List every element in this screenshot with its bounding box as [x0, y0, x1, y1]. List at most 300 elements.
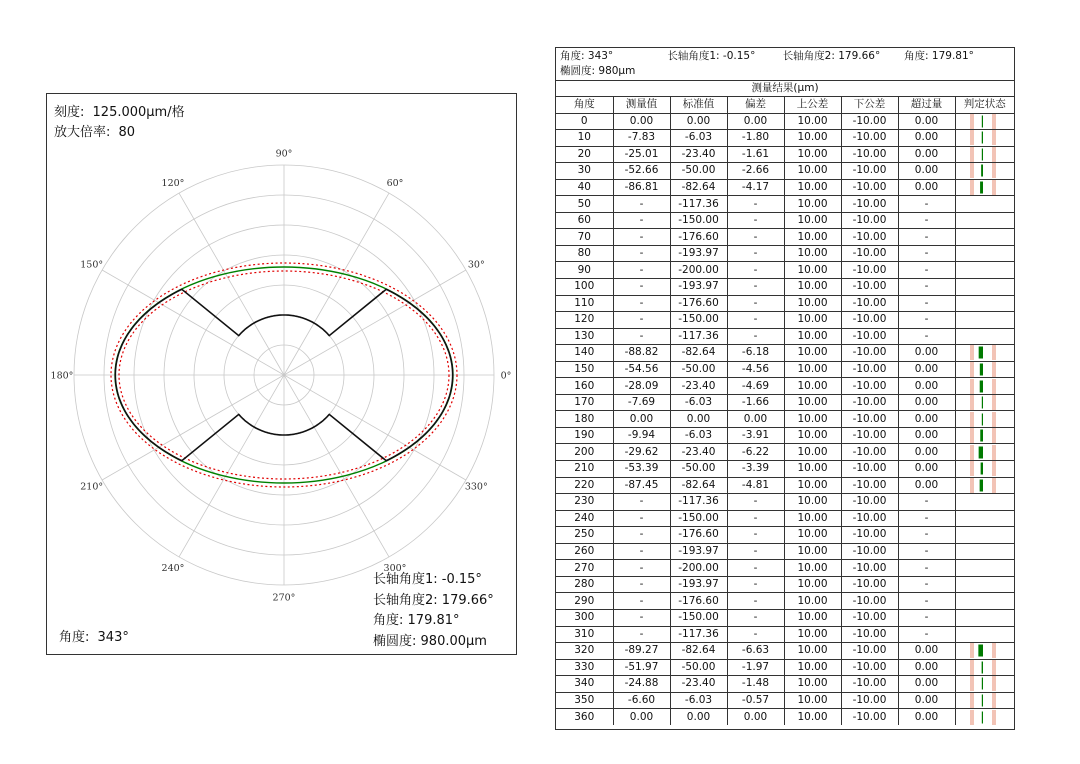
upper-tol-cell: 10.00 [784, 461, 841, 478]
standard-cell: -150.00 [670, 312, 727, 329]
standard-cell: 0.00 [670, 411, 727, 428]
lower-tol-cell: -10.00 [841, 494, 898, 511]
upper-tol-cell: 10.00 [784, 411, 841, 428]
lower-tol-cell: -10.00 [841, 593, 898, 610]
deviation-cell: -3.39 [727, 461, 784, 478]
lower-tol-cell: -10.00 [841, 427, 898, 444]
standard-cell: -82.64 [670, 179, 727, 196]
excess-cell: - [898, 543, 955, 560]
deviation-cell: -1.66 [727, 394, 784, 411]
upper-tol-cell: 10.00 [784, 113, 841, 130]
measured-cell: - [613, 510, 670, 527]
standard-cell: 0.00 [670, 709, 727, 725]
deviation-cell: -4.81 [727, 477, 784, 494]
standard-cell: -193.97 [670, 245, 727, 262]
deviation-cell: - [727, 245, 784, 262]
result-header [556, 48, 1014, 81]
lower-tol-cell: -10.00 [841, 709, 898, 725]
angle-cell: 350 [556, 692, 613, 709]
measured-cell: 0.00 [613, 113, 670, 130]
deviation-cell: -3.91 [727, 427, 784, 444]
angle-cell: 0 [556, 113, 613, 130]
table-row [556, 560, 1014, 577]
measured-cell: -29.62 [613, 444, 670, 461]
status-indicator [968, 676, 1008, 691]
table-row [556, 659, 1014, 676]
excess-cell: - [898, 196, 955, 213]
excess-cell: 0.00 [898, 692, 955, 709]
result-title: 测量结果(μm) [556, 81, 1014, 97]
upper-tol-cell: 10.00 [784, 543, 841, 560]
table-row [556, 312, 1014, 329]
angle-cell: 180 [556, 411, 613, 428]
status-cell [955, 378, 1014, 395]
excess-cell: - [898, 626, 955, 643]
lower-tol-cell: -10.00 [841, 543, 898, 560]
deviation-cell: -1.48 [727, 676, 784, 693]
lower-tol-cell: -10.00 [841, 295, 898, 312]
upper-tol-cell: 10.00 [784, 576, 841, 593]
table-row [556, 179, 1014, 196]
header-major-axis-2 [783, 49, 901, 64]
header-label: 角度: [560, 50, 585, 62]
table-row [556, 444, 1014, 461]
excess-cell: 0.00 [898, 146, 955, 163]
measured-cell: - [613, 295, 670, 312]
lower-tol-cell: -10.00 [841, 179, 898, 196]
status-indicator [968, 660, 1008, 675]
lower-tol-cell: -10.00 [841, 328, 898, 345]
header-ovality [560, 64, 1010, 79]
angle-cell: 110 [556, 295, 613, 312]
deviation-cell: - [727, 262, 784, 279]
angle-tick-label: 0° [500, 370, 512, 382]
table-row [556, 676, 1014, 693]
header-value: 179.66° [838, 50, 881, 62]
table-row [556, 295, 1014, 312]
header-label: 长轴角度2: [782, 50, 835, 62]
status-cell [955, 361, 1014, 378]
status-cell [955, 113, 1014, 130]
deviation-bar [981, 678, 982, 690]
grid-spoke [102, 270, 284, 375]
status-indicator [968, 362, 1008, 377]
deviation-bar [980, 182, 983, 194]
status-cell [955, 179, 1014, 196]
measured-cell: - [613, 593, 670, 610]
status-indicator [968, 395, 1008, 410]
deviation-cell: - [727, 593, 784, 610]
upper-tol-cell: 10.00 [784, 609, 841, 626]
excess-cell: 0.00 [898, 361, 955, 378]
angle-cell: 120 [556, 312, 613, 329]
status-cell [955, 279, 1014, 296]
deviation-cell: - [727, 527, 784, 544]
angle-tick-label: 240° [161, 562, 185, 574]
upper-tol-cell: 10.00 [784, 643, 841, 660]
deviation-cell: - [727, 212, 784, 229]
standard-cell: -82.64 [670, 477, 727, 494]
angle-cell: 260 [556, 543, 613, 560]
table-row [556, 361, 1014, 378]
deviation-cell: -2.66 [727, 163, 784, 180]
header-value: 343° [587, 50, 614, 62]
status-indicator [968, 412, 1008, 427]
standard-cell: -50.00 [670, 659, 727, 676]
measured-cell: -51.97 [613, 659, 670, 676]
scale-label: 刻度: [54, 105, 85, 120]
deviation-cell: -4.17 [727, 179, 784, 196]
status-cell [955, 345, 1014, 362]
status-indicator [968, 478, 1008, 493]
lower-tol-cell: -10.00 [841, 626, 898, 643]
standard-cell: -6.03 [670, 394, 727, 411]
status-indicator [968, 147, 1008, 162]
standard-cell: -176.60 [670, 229, 727, 246]
deviation-cell: - [727, 279, 784, 296]
status-cell [955, 130, 1014, 147]
excess-cell: - [898, 312, 955, 329]
excess-cell: - [898, 229, 955, 246]
table-row [556, 394, 1014, 411]
status-indicator [968, 114, 1008, 129]
excess-cell: 0.00 [898, 113, 955, 130]
lower-tol-cell: -10.00 [841, 560, 898, 577]
standard-cell: -176.60 [670, 527, 727, 544]
excess-cell: - [898, 609, 955, 626]
lower-tol-cell: -10.00 [841, 146, 898, 163]
table-header-row [556, 97, 1014, 113]
excess-cell: - [898, 245, 955, 262]
lower-tol-cell: -10.00 [841, 312, 898, 329]
standard-cell: 0.00 [670, 113, 727, 130]
measured-cell: - [613, 229, 670, 246]
deviation-bar [981, 661, 982, 673]
grid-spoke [179, 375, 284, 557]
excess-cell: - [898, 593, 955, 610]
deviation-bar [979, 364, 982, 376]
deviation-bar [981, 132, 982, 144]
excess-cell: - [898, 279, 955, 296]
angle-tick-label: 330° [464, 481, 488, 493]
angle-tick-label: 60° [386, 178, 404, 190]
table-row [556, 411, 1014, 428]
measured-cell: 0.00 [613, 411, 670, 428]
lower-tol-cell: -10.00 [841, 262, 898, 279]
excess-cell: - [898, 510, 955, 527]
status-cell [955, 659, 1014, 676]
excess-cell: - [898, 212, 955, 229]
measured-cell: -88.82 [613, 345, 670, 362]
lower-tol-cell: -10.00 [841, 130, 898, 147]
scale-value: 125.000μm/格 [92, 105, 185, 120]
standard-cell: -82.64 [670, 345, 727, 362]
status-cell [955, 427, 1014, 444]
info-value: 179.81° [407, 613, 460, 628]
upper-tol-cell: 10.00 [784, 229, 841, 246]
excess-cell: - [898, 494, 955, 511]
status-indicator [968, 180, 1008, 195]
upper-tol-cell: 10.00 [784, 676, 841, 693]
lower-tol-cell: -10.00 [841, 510, 898, 527]
lower-tol-cell: -10.00 [841, 411, 898, 428]
upper-tol-cell: 10.00 [784, 510, 841, 527]
table-row [556, 245, 1014, 262]
status-cell [955, 245, 1014, 262]
status-cell [955, 576, 1014, 593]
table-row [556, 328, 1014, 345]
ovality-info [373, 632, 494, 653]
excess-cell: 0.00 [898, 659, 955, 676]
status-cell [955, 146, 1014, 163]
table-row [556, 229, 1014, 246]
status-indicator [968, 163, 1008, 178]
upper-tol-cell: 10.00 [784, 328, 841, 345]
lower-tol-cell: -10.00 [841, 229, 898, 246]
info-value: 980.00μm [420, 633, 487, 649]
deviation-cell: - [727, 229, 784, 246]
upper-tol-cell: 10.00 [784, 659, 841, 676]
measured-cell: -6.60 [613, 692, 670, 709]
status-indicator [968, 130, 1008, 145]
standard-cell: -117.36 [670, 626, 727, 643]
deviation-cell: -0.57 [727, 692, 784, 709]
angle-cell: 130 [556, 328, 613, 345]
status-indicator [968, 710, 1008, 725]
status-cell [955, 196, 1014, 213]
column-header: 角度 [556, 97, 613, 113]
deviation-cell: -6.18 [727, 345, 784, 362]
angle-cell: 70 [556, 229, 613, 246]
table-row [556, 643, 1014, 660]
upper-tol-cell: 10.00 [784, 626, 841, 643]
upper-tol-cell: 10.00 [784, 196, 841, 213]
deviation-cell: -6.22 [727, 444, 784, 461]
angle-cell: 80 [556, 245, 613, 262]
standard-cell: -150.00 [670, 609, 727, 626]
magnification-label: 放大倍率: [54, 125, 111, 140]
angle-tick-label: 210° [80, 481, 104, 493]
deviation-cell: - [727, 312, 784, 329]
angle-cell: 30 [556, 163, 613, 180]
status-cell [955, 394, 1014, 411]
angle-cell: 140 [556, 345, 613, 362]
measured-cell: - [613, 279, 670, 296]
upper-tol-cell: 10.00 [784, 394, 841, 411]
angle-cell: 290 [556, 593, 613, 610]
lower-tol-cell: -10.00 [841, 361, 898, 378]
angle-cell: 20 [556, 146, 613, 163]
status-indicator [968, 379, 1008, 394]
table-row [556, 461, 1014, 478]
status-cell [955, 643, 1014, 660]
upper-tol-cell: 10.00 [784, 312, 841, 329]
standard-cell: -150.00 [670, 212, 727, 229]
status-cell [955, 163, 1014, 180]
angle-cell: 150 [556, 361, 613, 378]
table-row [556, 692, 1014, 709]
deviation-bar [978, 446, 982, 458]
angle-cell: 220 [556, 477, 613, 494]
upper-tol-cell: 10.00 [784, 494, 841, 511]
lower-tol-cell: -10.00 [841, 461, 898, 478]
deviation-bar [981, 711, 982, 723]
status-indicator [968, 428, 1008, 443]
measured-cell: - [613, 312, 670, 329]
excess-cell: - [898, 527, 955, 544]
result-table [556, 97, 1014, 725]
column-header: 超过量 [898, 97, 955, 113]
status-cell [955, 212, 1014, 229]
status-cell [955, 295, 1014, 312]
deviation-bar [978, 645, 983, 657]
table-row [556, 477, 1014, 494]
standard-cell: -150.00 [670, 510, 727, 527]
status-cell [955, 609, 1014, 626]
angle-cell: 170 [556, 394, 613, 411]
table-row [556, 427, 1014, 444]
table-row [556, 626, 1014, 643]
angle-tick-label: 270° [272, 592, 296, 604]
status-cell [955, 676, 1014, 693]
header-label: 角度: [904, 50, 929, 62]
standard-cell: -6.03 [670, 427, 727, 444]
upper-tol-cell: 10.00 [784, 709, 841, 725]
status-cell [955, 477, 1014, 494]
measured-cell: - [613, 212, 670, 229]
lower-tol-cell: -10.00 [841, 643, 898, 660]
status-cell [955, 312, 1014, 329]
lower-tol-cell: -10.00 [841, 378, 898, 395]
standard-cell: -6.03 [670, 692, 727, 709]
result-panel [555, 47, 1015, 730]
deviation-cell: - [727, 510, 784, 527]
info-value: -0.15° [441, 572, 482, 587]
standard-cell: -50.00 [670, 461, 727, 478]
status-cell [955, 328, 1014, 345]
table-row [556, 113, 1014, 130]
upper-tol-cell: 10.00 [784, 427, 841, 444]
lower-tol-cell: -10.00 [841, 527, 898, 544]
standard-cell: -6.03 [670, 130, 727, 147]
upper-tol-cell: 10.00 [784, 163, 841, 180]
deviation-cell: - [727, 543, 784, 560]
angle-cell: 190 [556, 427, 613, 444]
deviation-bar [979, 479, 982, 491]
angle-cell: 90 [556, 262, 613, 279]
table-row [556, 146, 1014, 163]
angle-cell: 340 [556, 676, 613, 693]
lower-tol-cell: -10.00 [841, 212, 898, 229]
table-row [556, 609, 1014, 626]
lower-tol-cell: -10.00 [841, 609, 898, 626]
status-cell [955, 527, 1014, 544]
header-value: 179.81° [931, 50, 974, 62]
deviation-bar [981, 413, 982, 425]
angle-cell: 320 [556, 643, 613, 660]
excess-cell: 0.00 [898, 709, 955, 725]
angle-cell: 160 [556, 378, 613, 395]
info-value: 179.66° [441, 592, 494, 608]
excess-cell: 0.00 [898, 411, 955, 428]
standard-cell: -117.36 [670, 494, 727, 511]
grid-spoke [284, 270, 466, 375]
measured-cell: - [613, 196, 670, 213]
standard-cell: -193.97 [670, 543, 727, 560]
angle-cell: 40 [556, 179, 613, 196]
excess-cell: 0.00 [898, 643, 955, 660]
excess-cell: 0.00 [898, 130, 955, 147]
deviation-bar [980, 463, 982, 475]
header-value: -0.15° [722, 50, 756, 62]
deviation-cell: - [727, 494, 784, 511]
upper-tol-cell: 10.00 [784, 593, 841, 610]
lower-tol-cell: -10.00 [841, 163, 898, 180]
standard-cell: -200.00 [670, 262, 727, 279]
measured-cell: - [613, 328, 670, 345]
upper-tol-cell: 10.00 [784, 262, 841, 279]
deviation-cell: 0.00 [727, 411, 784, 428]
measured-cell: - [613, 494, 670, 511]
table-row [556, 279, 1014, 296]
table-row [556, 345, 1014, 362]
status-cell [955, 229, 1014, 246]
status-cell [955, 543, 1014, 560]
deviation-cell: -4.56 [727, 361, 784, 378]
table-row [556, 494, 1014, 511]
measured-cell: -53.39 [613, 461, 670, 478]
excess-cell: - [898, 328, 955, 345]
measured-cell: - [613, 576, 670, 593]
header-label: 椭圆度: [560, 65, 596, 77]
excess-cell: 0.00 [898, 676, 955, 693]
angle-cell: 240 [556, 510, 613, 527]
excess-cell: 0.00 [898, 444, 955, 461]
angle-cell: 280 [556, 576, 613, 593]
upper-tol-cell: 10.00 [784, 245, 841, 262]
standard-cell: -176.60 [670, 295, 727, 312]
status-cell [955, 461, 1014, 478]
angle-label: 角度: [59, 630, 90, 645]
table-row [556, 576, 1014, 593]
excess-cell: - [898, 576, 955, 593]
measured-cell: -24.88 [613, 676, 670, 693]
measured-cell: -89.27 [613, 643, 670, 660]
lower-tol-cell: -10.00 [841, 576, 898, 593]
standard-cell: -50.00 [670, 163, 727, 180]
status-indicator [968, 445, 1008, 460]
status-indicator [968, 643, 1008, 658]
angle-tick-label: 180° [50, 370, 74, 382]
deviation-bar [981, 165, 983, 177]
deviation-cell: - [727, 295, 784, 312]
deviation-cell: -1.97 [727, 659, 784, 676]
standard-cell: -200.00 [670, 560, 727, 577]
deviation-cell: -1.80 [727, 130, 784, 147]
angle-cell: 250 [556, 527, 613, 544]
column-header: 下公差 [841, 97, 898, 113]
grid-spoke [102, 375, 284, 480]
measured-cell: -54.56 [613, 361, 670, 378]
grid-spoke [284, 193, 389, 375]
upper-tol-cell: 10.00 [784, 477, 841, 494]
excess-cell: - [898, 262, 955, 279]
standard-cell: -117.36 [670, 196, 727, 213]
status-cell [955, 411, 1014, 428]
grid-spoke [284, 375, 389, 557]
lower-tol-cell: -10.00 [841, 477, 898, 494]
deviation-bar [981, 148, 982, 160]
